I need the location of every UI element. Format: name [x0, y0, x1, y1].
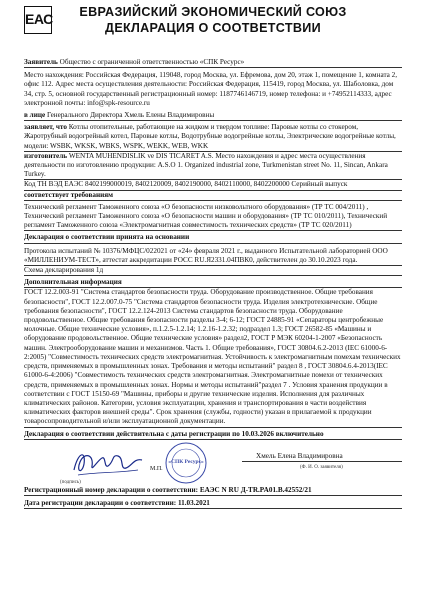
title-block: [24, 2, 402, 36]
registration-number-line: [24, 486, 402, 496]
stamp-text: «СПК Ресурс»: [168, 458, 204, 465]
product-line: [24, 123, 402, 152]
requirements-label: соответствует требованиям: [24, 191, 402, 201]
person-value: Генерального Директора Хмель Елены Владимировны: [46, 111, 215, 120]
mp-label: М.П.: [150, 465, 163, 472]
applicant-label: Заявитель: [24, 58, 58, 66]
basis-label: Декларация о соответствии принята на основании: [24, 233, 402, 243]
title-union: ЕВРАЗИЙСКИЙ ЭКОНОМИЧЕСКИЙ СОЮЗ: [79, 5, 347, 19]
validity-date: 10.03.2026 включительно: [241, 429, 324, 438]
additional-label: Дополнительная информация: [24, 278, 402, 288]
eac-logo: ЕАС: [24, 6, 52, 34]
signature-rule: [242, 461, 402, 462]
registration-number-label: Регистрационный номер декларации о соответствии:: [24, 485, 199, 494]
validity-label: Декларация о соответствии действительна с даты регистрации по: [24, 429, 240, 438]
manufacturer-value: WENTA MUHENDISLIK ve DIS TICARET A.S. Место нахождения и адрес места осуществления деятельности по изготовлению продукции: A.S.O 1. Organized industrial zone, Turkmenistan street No. 11, Sincan, Ankara Turkey.: [24, 151, 388, 179]
basis-scheme: Схема декларирования 1д: [24, 266, 402, 276]
signature-caption: (подпись): [60, 479, 81, 485]
registration-number-value: ЕАЭС N RU Д-TR.PA01.B.42552/21: [199, 485, 312, 494]
signature-image: [68, 442, 148, 482]
header: [24, 2, 402, 58]
requirements-text: Технический регламент Таможенного союза «О безопасности низковольтного оборудования» (ТР ТС 004/2011) , Технический регламент Таможенного союза «О безопасности машин и оборудования» (ТР ТС 010/2011), Технический регламент Таможенного союза «Электромагнитная совместимость технических средств» (ТР ТС 020/2011): [24, 203, 402, 232]
product-value: Котлы отопительные, работающие на жидком и твердом топливе: Паровые котлы со стокером, Жаротрубный водогрейный котел, Паровые котлы, Водотрубные водогрейные котлы, Электрические водогрейные котлы, модели: WSBK, WKSK, WBKS, WSPK, WEKK, WEB, WKK: [24, 123, 396, 150]
product-code: Код ТН ВЭД ЕАЭС 8402199000019, 8402120009, 8402190000, 8402110000, 8402200000 Серийный выпуск: [24, 180, 402, 190]
title-declaration: ДЕКЛАРАЦИЯ О СООТВЕТСТВИИ: [105, 21, 321, 35]
manufacturer-line: [24, 152, 402, 181]
additional-text: ГОСТ 12.2.003-91 "Система стандартов безопасности труда. Оборудование производственное. Общие требования безопасности", ГОСТ 12.2.007.0-75 "Система стандартов безопасности труда. Изделия электротехнические. Общие требования безопасности", ГОСТ 12.2.124-2013 Система стандартов безопасности труда. Оборудование продовольственное. Общие требования безопасности разделы 3-4; 6-12; ГОСТ 24885-91 «Сепараторы центробежные молочные. Общие технические условия», п.1.2.5-1.2.14; 1.2.16-1.2.32; подраздел 1.3; ГОСТ 26582-85 «Машины и оборудование продовольственное. Общие технические условия» раздел2, ГОСТ Р МЭК 60204-1-2007 «Безопасность машин. Электрооборудование машин и механизмов. Часть 1. Общие требования», ГОСТ 30804.6.2-2013 (IEC 61000-6-2:2005) "Совместимость технических средств электромагнитная. Устойчивость к электромагнитным помехам технических средств, применяемых в промышленных зонах. Требования и методы испытаний" раздел 8 , ГОСТ 30804.6.4-2013(IEC 61000-6-4:2006) "Совместимость технических средств электромагнитная. Электромагнитные помехи от технических средств, применяемых в промышленных зонах. Нормы и методы испытаний"раздел 7 . Условия хранения продукции в соответствии с ГОСТ 15150-69 "Машины, приборы и другие технические изделия. Исполнения для различных климатических районов. Категории, условия эксплуатации, хранения и транспортирования в части воздействия климатических факторов внешней среды". Срок хранения (службы, годности) указан в прилагаемой к продукции товаросопроводительной и/или эксплуатационной документации.: [24, 288, 402, 427]
validity-line: [24, 430, 402, 440]
name-caption: (Ф. И. О. заявителя): [300, 464, 343, 470]
registration-date-label: Дата регистрации декларации о соответствии:: [24, 498, 177, 507]
registration-date-value: 11.03.2021: [177, 498, 210, 507]
person-label: в лице: [24, 111, 46, 120]
manufacturer-label: изготовитель: [24, 151, 68, 160]
registration-date-line: [24, 499, 402, 509]
signature-area: [24, 440, 402, 486]
signer-name: Хмель Елена Владимировна: [256, 451, 343, 460]
applicant-value: Общество с ограниченной ответственностью «СПК Ресурс»: [59, 58, 245, 66]
basis-text: Протокола испытаний № 10376/МФЦС/022021 от «24» февраля 2021 г., выданного Испытательной лабораторией ООО «МИЛЛЕНИУМ-ТЕСТ», аттестат аккредитации РОСС RU.Я2331.04ПВК0, действителен до 30.10.2023 года.: [24, 247, 402, 266]
applicant-address: Место нахождения: Российская Федерация, 119048, город Москва, ул. Ефремова, дом 20, этаж 1, помещение 1, комната 2, офис 112. Адрес места осуществления деятельности: Российская Федерация, 115419, город Москва, ул. Шаболовка, дом 34, стр. 5, основной государственный регистрационный номер: 1187746146719, номер телефона: и +74952114333, адрес электронной почты: info@spk-resource.ru: [24, 71, 398, 107]
declares-label: заявляет, что: [24, 123, 67, 132]
applicant-person-line: [24, 111, 402, 121]
applicant-line: [24, 58, 402, 68]
